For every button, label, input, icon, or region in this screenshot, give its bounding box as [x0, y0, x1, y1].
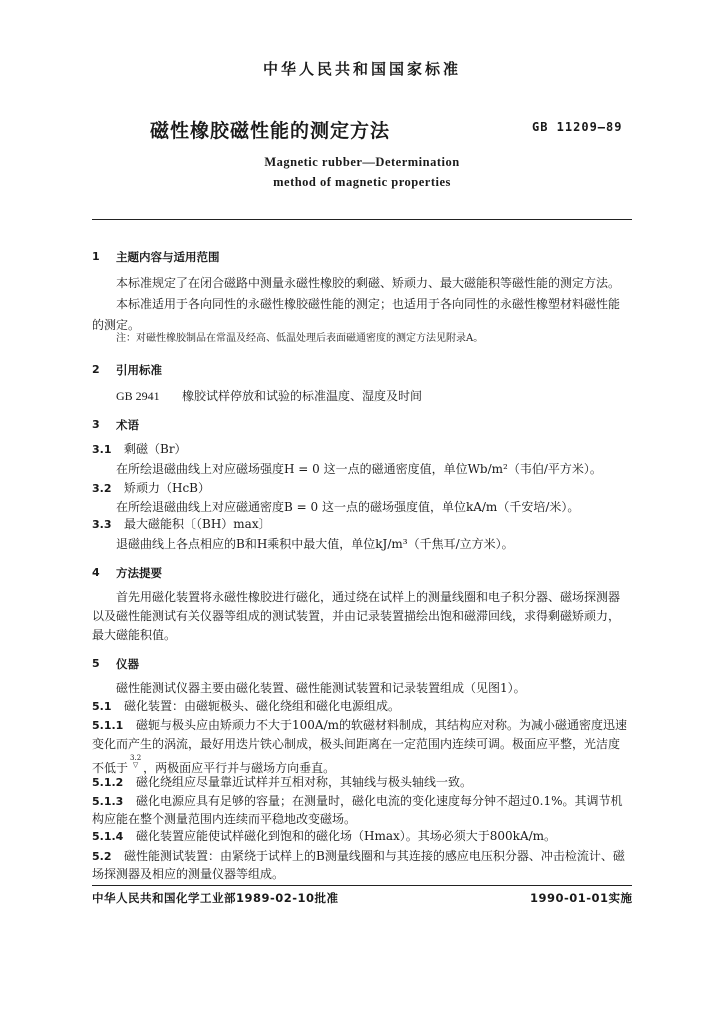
- term-title: 最大磁能积〔（BH）max〕: [124, 517, 271, 531]
- section-number: 4: [92, 566, 100, 579]
- term-title: 剩磁（Br）: [124, 442, 187, 456]
- surface-finish-triangle-icon: ▽: [132, 761, 139, 769]
- paragraph-line: 磁性能测试仪器主要由磁化装置、磁性能测试装置和记录装置组成（见图1）。: [116, 681, 526, 695]
- clause-text: 磁性能测试装置：由紧绕于试样上的B测量线圈和与其连接的感应电压积分器、冲击检流计、磁: [124, 849, 625, 863]
- document-title-en-line1: Magnetic rubber—Determination: [264, 155, 460, 169]
- section-number: 5: [92, 657, 100, 670]
- clause-text: 磁化绕组应尽量靠近试样并互相对称，其轴线与极头轴线一致。: [136, 775, 473, 789]
- section-title: 方法提要: [116, 566, 162, 580]
- header-divider: [92, 219, 632, 220]
- term-number: 3.3: [92, 518, 112, 531]
- clause-text: 不低于: [92, 761, 129, 775]
- section-title: 引用标准: [116, 363, 162, 377]
- standard-code: GB 11209—89: [532, 120, 623, 134]
- section-number: 3: [92, 418, 100, 431]
- clause-number: 5.1: [92, 700, 112, 713]
- clause-number: 5.2: [92, 850, 112, 863]
- clause-number: 5.1.1: [92, 719, 124, 732]
- term-title: 矫顽力（HcB）: [124, 481, 211, 495]
- surface-finish-value: 3.2: [130, 754, 142, 762]
- clause-text: 磁轭与极头应由矫顽力不大于100A/m的软磁材料制成，其结构应对称。为减小磁通密度迅速: [136, 718, 627, 732]
- paragraph-line: 首先用磁化装置将永磁性橡胶进行磁化，通过绕在试样上的测量线圈和电子积分器、磁场探测器: [116, 590, 621, 604]
- section-title: 主题内容与适用范围: [116, 250, 220, 264]
- clause-text: 变化而产生的涡流，最好用迭片铁心制成，极头间距离在一定范围内连续可调。极面应平整，光洁度: [92, 737, 621, 751]
- section-title: 仪器: [116, 657, 139, 671]
- clause-text: 场探测器及相应的测量仪器等组成。: [92, 867, 285, 881]
- paragraph-line: 本标准规定了在闭合磁路中测量永磁性橡胶的剩磁、矫顽力、最大磁能积等磁性能的测定方法。: [116, 276, 621, 290]
- term-definition: 在所绘退磁曲线上对应磁场强度H = 0 这一点的磁通密度值，单位Wb/m²（韦伯/平方米）。: [116, 462, 602, 476]
- term-definition: 退磁曲线上各点相应的B和H乘积中最大值，单位kJ/m³（千焦耳/立方米）。: [116, 537, 514, 551]
- clause-text: 磁化装置应能使试样磁化到饱和的磁化场（Hmax）。其场必须大于800kA/m。: [136, 829, 557, 843]
- paragraph-line: 最大磁能积值。: [92, 628, 177, 642]
- clause-text: 构应能在整个测量范围内连续而平稳地改变磁场。: [92, 812, 357, 826]
- implementation-date: 1990-01-01实施: [530, 891, 633, 905]
- clause-text: 磁化电源应具有足够的容量；在测量时，磁化电流的变化速度每分钟不超过0.1%。其调节机: [136, 794, 623, 808]
- paragraph-line: 本标准适用于各向同性的永磁性橡胶磁性能的测定；也适用于各向同性的永磁性橡塑材料磁性能: [116, 297, 621, 311]
- reference-text: 橡胶试样停放和试验的标准温度、湿度及时间: [182, 389, 423, 403]
- clause-text-with-symbol: [92, 755, 335, 775]
- section-number: 2: [92, 363, 100, 376]
- footer-divider: [92, 885, 632, 886]
- surface-finish-symbol: [130, 755, 141, 769]
- document-title-cn: 磁性橡胶磁性能的测定方法: [150, 120, 391, 142]
- clause-text: 磁化装置：由磁轭极头、磁化绕组和磁化电源组成。: [124, 699, 401, 713]
- document-title-en-line2: method of magnetic properties: [273, 175, 451, 189]
- section-note: 注：对磁性橡胶制品在常温及经高、低温处理后表面磁通密度的测定方法见附录A。: [116, 333, 484, 344]
- reference-code: GB 2941: [116, 389, 160, 403]
- clause-number: 5.1.2: [92, 776, 124, 789]
- national-standard-header: 中华人民共和国国家标准: [262, 60, 461, 78]
- approval-text: 中华人民共和国化学工业部1989-02-10批准: [92, 891, 339, 905]
- clause-number: 5.1.4: [92, 830, 124, 843]
- term-number: 3.2: [92, 482, 112, 495]
- clause-number: 5.1.3: [92, 795, 124, 808]
- clause-text: ，两极面应平行并与磁场方向垂直。: [143, 761, 336, 775]
- section-number: 1: [92, 250, 100, 263]
- section-title: 术语: [116, 418, 139, 432]
- term-definition: 在所绘退磁曲线上对应磁通密度B = 0 这一点的磁场强度值，单位kA/m（千安培/米）。: [116, 500, 580, 514]
- paragraph-line: 的测定。: [92, 318, 141, 332]
- paragraph-line: 以及磁性能测试有关仪器等组成的测试装置，并由记录装置描绘出饱和磁滞回线，求得剩磁矫顽力，: [92, 609, 621, 623]
- term-number: 3.1: [92, 443, 112, 456]
